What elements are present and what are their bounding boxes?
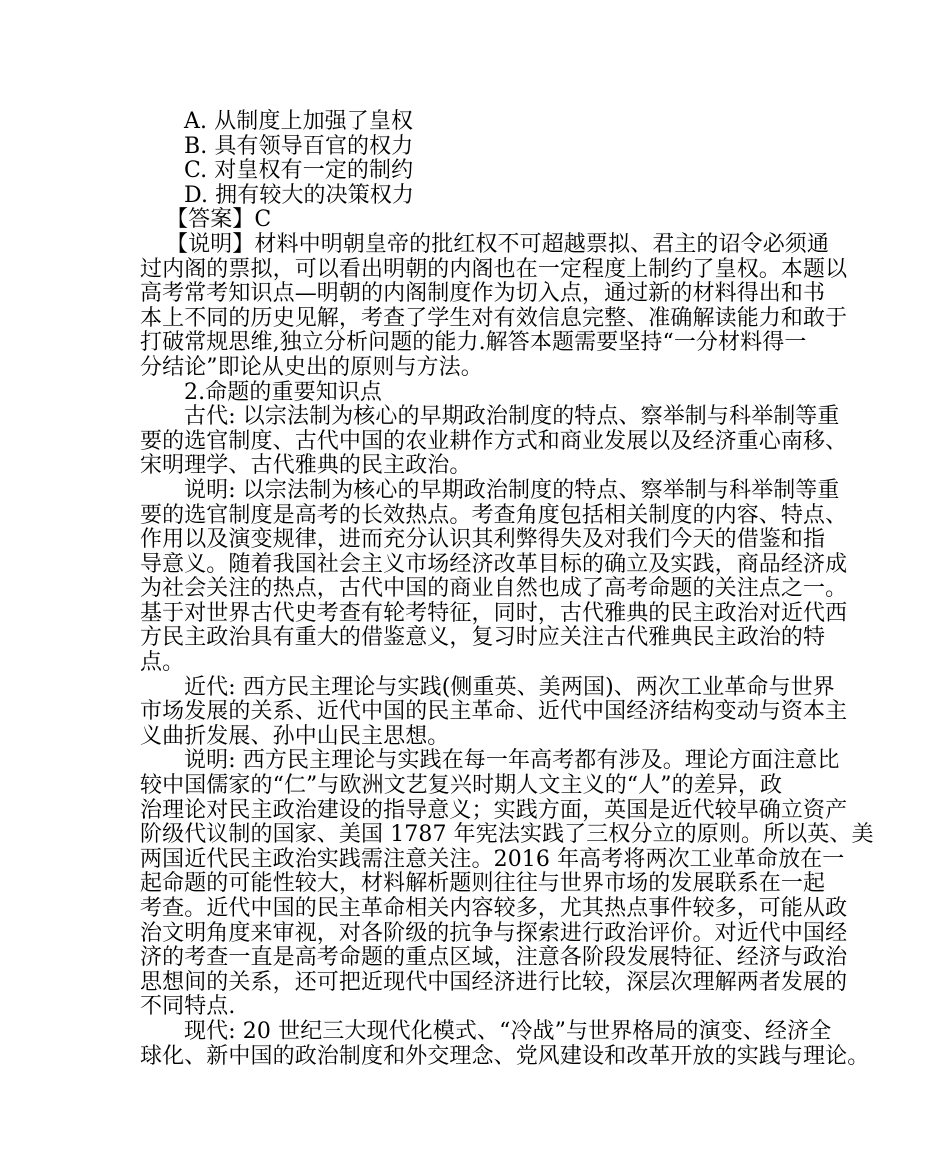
option-c: C. 对皇权有一定的制约 [184, 158, 414, 184]
text-line: 【说明】材料中明朝皇帝的批红权不可超越票拟、君主的诏令必须通 [166, 231, 830, 257]
text-line: 济的考查一直是高考命题的重点区域，注意各阶段发展特征、经济与政治 [140, 945, 848, 971]
text-line: 2.命题的重要知识点 [184, 379, 382, 405]
text-line: 说明: 西方民主理论与实践在每一年高考都有涉及。理论方面注意比 [184, 748, 840, 774]
text-line: 义曲折发展、孙中山民主思想。 [140, 723, 450, 749]
text-line: 现代: 20 世纪三大现代化模式、“冷战”与世界格局的演变、经济全 [184, 1018, 832, 1044]
answer-line: 【答案】C [166, 207, 272, 233]
text-line: 阶级代议制的国家、美国 1787 年宪法实践了三权分立的原则。所以英、美 [140, 822, 874, 848]
text-line: 作用以及演变规律，进而充分认识其利弊得失及对我们今天的借鉴和指 [140, 527, 826, 553]
paragraph-contemporary [140, 1018, 870, 1069]
text-line: 市场发展的关系、近代中国的民主革命、近代中国经济结构变动与资本主 [140, 699, 848, 725]
document-body [140, 109, 874, 1069]
text-line: 高考常考知识点—明朝的内阁制度作为切入点，通过新的材料得出和书 [140, 281, 826, 307]
text-line: 治理论对民主政治建设的指导意义；实践方面，英国是近代较早确立资产 [140, 797, 848, 823]
option-b: B. 具有领导百官的权力 [184, 133, 414, 159]
text-line: 导意义。随着我国社会主义市场经济改革目标的确立及实践，商品经济成 [140, 551, 848, 577]
text-line: 宋明理学、古代雅典的民主政治。 [140, 453, 472, 479]
paragraph-ancient [140, 404, 848, 479]
text-line: 两国近代民主政治实践需注意关注。2016 年高考将两次工业革命放在一 [140, 846, 845, 872]
text-line: 球化、新中国的政治制度和外交理念、党风建设和改革开放的实践与理论。 [140, 1043, 870, 1069]
text-line: 分结论”即论从史出的原则与方法。 [140, 354, 483, 380]
text-line: 古代: 以宗法制为核心的早期政治制度的特点、察举制与科举制等重 [184, 404, 840, 430]
text-line: 较中国儒家的“仁”与欧洲文艺复兴时期人文主义的“人”的差异，政 [140, 773, 783, 799]
paragraph-modern-explain [140, 748, 874, 1020]
text-line: 本上不同的历史见解，考查了学生对有效信息完整、准确解读能力和敢于 [140, 305, 848, 331]
text-line: 点。 [140, 650, 185, 676]
text-line: 考查。近代中国的民主革命相关内容较多，尤其热点事件较多，可能从政 [140, 896, 848, 921]
option-d: D. 拥有较大的决策权力 [184, 182, 415, 208]
paragraphs [140, 231, 874, 1069]
text-line: 过内阁的票拟，可以看出明朝的内阁也在一定程度上制约了皇权。本题以 [140, 256, 848, 282]
text-line: 起命题的可能性较大，材料解析题则往往与世界市场的发展联系在一起 [140, 871, 826, 897]
paragraph-explain-1 [140, 231, 848, 381]
paragraph-modern [140, 674, 848, 750]
option-a: A. 从制度上加强了皇权 [184, 109, 414, 134]
text-line: 近代: 西方民主理论与实践(侧重英、美两国)、两次工业革命与世界 [184, 674, 835, 700]
text-line: 基于对世界古代史考查有轮考特征，同时，古代雅典的民主政治对近代西 [140, 600, 848, 626]
paragraph-ancient-explain [140, 477, 848, 676]
text-line: 说明: 以宗法制为核心的早期政治制度的特点、察举制与科举制等重 [184, 477, 840, 503]
text-line: 打破常规思维,独立分析问题的能力.解答本题需要坚持“一分材料得一 [140, 330, 807, 356]
text-line: 方民主政治具有重大的借鉴意义，复习时应关注古代雅典民主政治的特 [140, 625, 826, 651]
text-line: 要的选官制度、古代中国的农业耕作方式和商业发展以及经济重心南移、 [140, 428, 848, 454]
text-line: 为社会关注的热点，古代中国的商业自然也成了高考命题的关注点之一。 [140, 576, 848, 602]
text-line: 要的选官制度是高考的长效热点。考查角度包括相关制度的内容、特点、 [140, 502, 848, 528]
text-line: 治文明角度来审视，对各阶级的抗争与探索进行政治评价。对近代中国经 [140, 920, 848, 946]
text-line: 不同特点. [140, 994, 236, 1020]
text-line: 思想间的关系，还可把近现代中国经济进行比较，深层次理解两者发展的 [140, 969, 848, 995]
paragraph-heading-2 [140, 381, 830, 406]
